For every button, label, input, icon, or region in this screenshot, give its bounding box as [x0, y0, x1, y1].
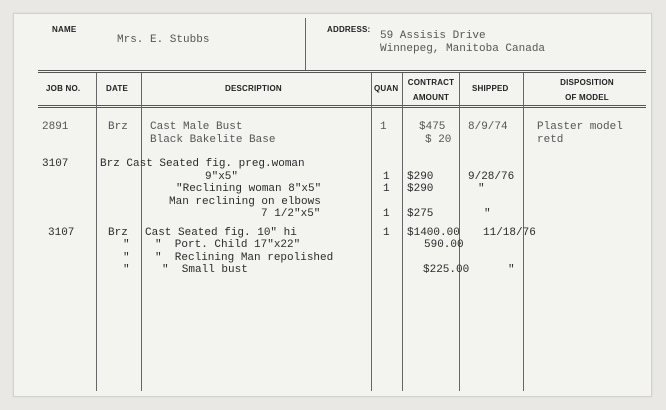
entry1-quan: 1 [380, 121, 387, 133]
entry2-amount1: $290 [407, 171, 434, 183]
entry2-line5: 7 1/2"x5" [261, 208, 321, 220]
entry2-quan3: 1 [383, 208, 390, 220]
entry2-amount2: $290 [407, 183, 434, 195]
entry2-line2: 9"x5" [205, 171, 239, 183]
entry3-date2: " [123, 239, 130, 251]
col-job-no: JOB NO. [46, 84, 81, 93]
name-label: NAME [52, 25, 77, 34]
name-value: Mrs. E. Stubbs [117, 34, 210, 46]
entry1-job-no: 2891 [42, 121, 69, 133]
col-disposition: DISPOSITION OF MODEL [560, 78, 614, 102]
entry3-desc2: " Port. Child 17"x22" [155, 239, 301, 251]
entry3-date4: " [123, 264, 130, 276]
col-divider-desc [371, 73, 372, 391]
col-divider-job [96, 73, 97, 391]
entry2-line4: Man reclining on elbows [169, 196, 321, 208]
col-date: DATE [106, 84, 128, 93]
entry3-desc3: " Reclining Man repolished [155, 252, 334, 264]
entry3-amount2: 590.00 [424, 239, 464, 251]
entry1-desc-line1: Cast Male Bust [150, 121, 243, 133]
address-label: ADDRESS: [327, 25, 371, 34]
table-top-rule-2 [38, 72, 646, 73]
entry3-date3: " [123, 252, 130, 264]
entry2-amount3: $275 [407, 208, 434, 220]
entry2-shipped3: " [484, 208, 491, 220]
entry3-quan: 1 [383, 227, 390, 239]
entry3-desc1: Cast Seated fig. 10" hi [145, 227, 297, 239]
entry3-amount1: $1400.00 [407, 227, 460, 239]
entry1-amount1: $475 [419, 121, 446, 133]
entry3-amount3: $225.00 [423, 264, 470, 276]
entry1-disposition2: retd [537, 134, 564, 146]
header-bottom-rule [38, 105, 646, 106]
entry2-quan1: 1 [383, 171, 390, 183]
entry2-job-no: 3107 [42, 158, 69, 170]
address-line1: 59 Assisis Drive [380, 30, 486, 42]
entry1-date: Brz [108, 121, 128, 133]
entry3-date1: Brz [108, 227, 128, 239]
col-contract-amount: CONTRACT AMOUNT [407, 78, 455, 102]
col-description: DESCRIPTION [225, 84, 282, 93]
entry1-amount2: $ 20 [425, 134, 452, 146]
col-divider-quan [402, 73, 403, 391]
entry3-shipped2: " [508, 264, 515, 276]
entry2-line1: Brz Cast Seated fig. preg.woman [100, 158, 305, 170]
entry2-shipped2: " [478, 183, 485, 195]
entry2-quan2: 1 [383, 183, 390, 195]
col-quan: QUAN [374, 84, 399, 93]
table-top-rule [38, 70, 646, 71]
address-line2: Winnepeg, Manitoba Canada [380, 43, 546, 55]
entry3-desc4: " Small bust [162, 264, 248, 276]
col-divider-date [141, 73, 142, 391]
entry2-line3: "Reclining woman 8"x5" [176, 183, 322, 195]
entry1-disposition1: Plaster model [537, 121, 623, 133]
header-bottom-rule-2 [38, 107, 646, 108]
entry1-shipped: 8/9/74 [468, 121, 508, 133]
header-divider [305, 18, 306, 70]
entry2-shipped1: 9/28/76 [468, 171, 515, 183]
entry1-desc-line2: Black Bakelite Base [150, 134, 276, 146]
entry3-shipped1: 11/18/76 [483, 227, 536, 239]
col-shipped: SHIPPED [472, 84, 509, 93]
entry3-job-no: 3107 [48, 227, 75, 239]
